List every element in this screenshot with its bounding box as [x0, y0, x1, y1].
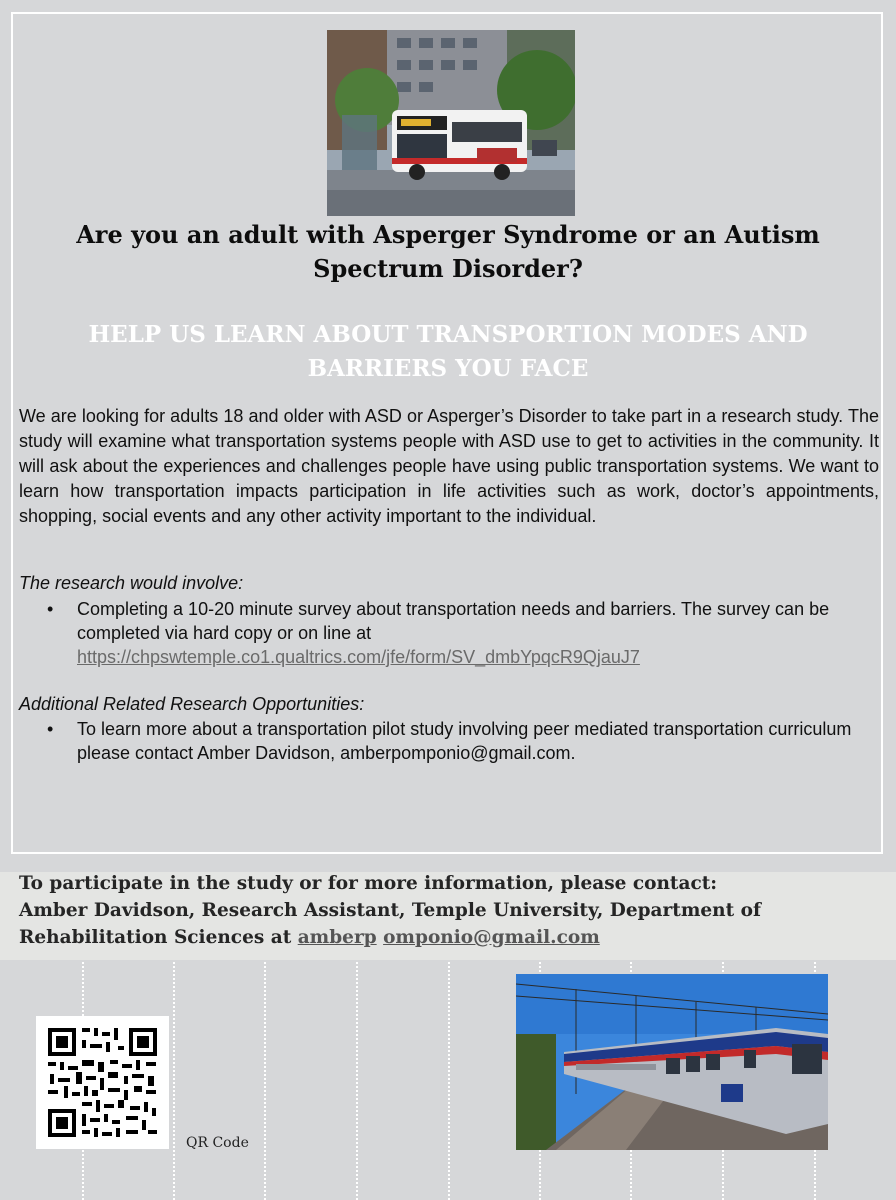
bullet-symbol: •: [47, 719, 54, 739]
additional-bullet: [47, 717, 877, 765]
subheadline-line-2: BARRIERS YOU FACE: [307, 355, 589, 382]
research-heading: The research would involve:: [19, 573, 244, 593]
qr-code[interactable]: [36, 1016, 169, 1149]
subheadline: [20, 318, 876, 386]
headline-line-1: Are you an adult with Asperger Syndrome or an Autism: [76, 220, 820, 249]
contact-line-3: [19, 924, 879, 951]
divider-line: [173, 962, 175, 1200]
contact-line-2: Amber Davidson, Research Assistant, Temple University, Department of: [19, 900, 761, 921]
headline: [20, 218, 876, 286]
divider-line: [356, 962, 358, 1200]
additional-bullet-text: To learn more about a transportation pilot study involving peer mediated transportation curriculum please contact Amber Davidson, amberpomponio@gmail.com.: [77, 719, 852, 763]
headline-line-2: Spectrum Disorder?: [313, 254, 583, 283]
divider-line: [264, 962, 266, 1200]
train-photo: [516, 974, 828, 1150]
bus-photo: [327, 30, 575, 216]
contact-line-1: To participate in the study or for more information, please contact:: [19, 873, 718, 894]
intro-paragraph: We are looking for adults 18 and older with ASD or Asperger’s Disorder to take part in a research study. The study will examine what transportation systems people with ASD use to get to activities in the community. It will ask about the experiences and challenges people have using public transportation systems. We want to learn how transportation impacts participation in life activities such as work, doctor’s appointments, shopping, social events and any other activity important to the individual.: [19, 406, 879, 526]
additional-heading: Additional Related Research Opportunities:: [19, 694, 365, 714]
survey-link[interactable]: https://chpswtemple.co1.qualtrics.com/jfe/form/SV_dmbYpqcR9QjauJ7: [77, 647, 640, 667]
contact-line-3-prefix: Rehabilitation Sciences at: [19, 927, 298, 948]
divider-line: [448, 962, 450, 1200]
contact-info: [19, 870, 879, 951]
research-bullet: [47, 597, 877, 669]
research-bullet-text: Completing a 10-20 minute survey about transportation needs and barriers. The survey can be completed via hard copy or on line at: [77, 599, 830, 643]
contact-email-part-2[interactable]: omponio@gmail.com: [383, 927, 600, 948]
bullet-symbol: •: [47, 599, 54, 619]
subheadline-line-1: HELP US LEARN ABOUT TRANSPORTION MODES AND: [88, 321, 808, 348]
contact-email-part-1[interactable]: amberp: [297, 927, 377, 948]
qr-caption: QR Code: [186, 1135, 249, 1151]
